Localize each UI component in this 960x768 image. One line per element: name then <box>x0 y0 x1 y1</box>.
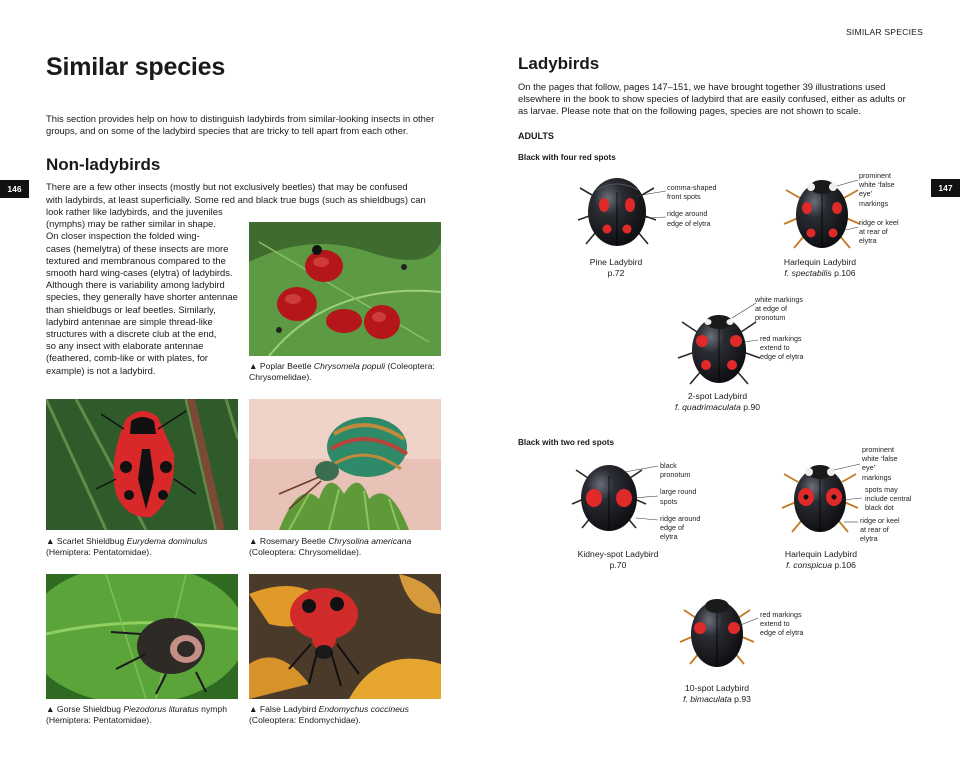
group-heading-four-spots: Black with four red spots <box>518 153 616 162</box>
annotation-line: white ‘false <box>859 180 895 190</box>
body-line: species, they generally have shorter antennae <box>46 291 238 303</box>
body-line: with ladybirds, at least superficially. Some red and black true bugs (such as shieldbugs) can <box>46 193 426 205</box>
pine-annotations <box>667 183 717 228</box>
annotation-line: front spots <box>667 192 701 202</box>
caption-two-spot: 2-spot Ladybird f. quadrimaculata p.90 <box>674 391 761 412</box>
body-line: smooth hard wing-cases (elytra) of ladybirds. <box>46 267 233 279</box>
annotation-line: eye’ <box>862 463 876 473</box>
section-heading-nonladybirds: Non-ladybirds <box>46 155 161 174</box>
body-line: On closer inspection the folded wing- <box>46 230 200 242</box>
caption-kidney-spot: Kidney-spot Ladybird p.70 <box>577 549 659 570</box>
body-line: cases (hemelytra) of these insects are more <box>46 242 229 254</box>
harlequin-spectabilis-illustration <box>784 180 860 248</box>
body-line: (nymphs) may be rather similar in shape. <box>46 218 216 230</box>
caption-scarlet-shieldbug: ▲ Scarlet Shieldbug Eurydema dominulus (Hemiptera: Pentatomidae). <box>46 536 208 557</box>
annotation-line: at edge of <box>755 304 787 314</box>
harlequin-conspicua-dot-annotation <box>865 485 911 513</box>
annotation-line: spots <box>660 496 678 506</box>
intro-paragraph: This section provides help on how to distinguish ladybirds from similar-looking insects in other groups, and on some of the ladybird species that are tricky to tell apart from each other. <box>46 113 435 137</box>
section-heading-ladybirds: Ladybirds <box>518 54 600 73</box>
annotation-line: elytra <box>860 534 878 544</box>
body-line: Although there is variability among ladybird <box>46 279 225 291</box>
annotation-line: large round <box>660 487 697 497</box>
annotation-line: pronotum <box>660 470 691 480</box>
photo-rosemary-beetle <box>249 399 441 530</box>
annotation-line: markings <box>859 198 889 208</box>
body-line: textured and membranous compared to the <box>46 254 226 266</box>
annotation-line: ridge around <box>667 209 708 219</box>
annotation-line: prominent <box>859 171 891 180</box>
two-spot-quadrimaculata-illustration <box>678 315 760 384</box>
photo-poplar-beetle <box>249 222 441 356</box>
body-line: example) is not a ladybird. <box>46 364 156 376</box>
caption-pine-ladybird: Pine Ladybird p.72 <box>589 257 643 278</box>
page-number-right: 147 <box>931 179 960 197</box>
group-heading-two-spots: Black with two red spots <box>518 438 614 447</box>
caption-poplar-beetle: ▲ Poplar Beetle Chrysomela populi (Coleoptera: Chrysomelidae). <box>249 361 435 382</box>
annotation-line: white markings <box>755 295 803 304</box>
harlequin-conspicua-keel-annotation <box>860 516 900 544</box>
kidney-spot-annotations <box>660 461 700 541</box>
body-line: (feathered, comb-like or with plates, for <box>46 352 209 364</box>
caption-harlequin-conspicua: Harlequin Ladybird f. conspicua p.106 <box>784 549 858 570</box>
adults-heading: ADULTS <box>518 131 554 141</box>
photo-false-ladybird <box>249 574 441 699</box>
ten-spot-annotation <box>760 610 804 638</box>
page-number-left: 146 <box>0 180 29 198</box>
photo-gorse-shieldbug <box>46 574 238 699</box>
intro-line: as larvae. Please note that on the following pages, species are not shown to scale. <box>518 105 861 117</box>
annotation-line: edge of <box>660 523 684 533</box>
body-line: ladybird antennae are simple thread-like <box>46 315 213 327</box>
caption-harlequin-spectabilis: Harlequin Ladybird f. spectabilis p.106 <box>783 257 857 278</box>
annotation-line: extend to <box>760 619 790 629</box>
annotation-line: spots may <box>865 485 898 494</box>
harlequin-spectabilis-keel-annotation <box>859 218 899 246</box>
annotation-line: edge of elytra <box>667 218 711 228</box>
two-spot-white-annotation <box>755 295 803 323</box>
body-paragraph <box>46 206 251 377</box>
annotation-line: white ‘false <box>862 454 898 464</box>
intro-line: On the pages that follow, pages 147–151, we have brought together 39 illustrations used <box>518 81 886 92</box>
annotation-line: include central <box>865 494 912 504</box>
two-spot-red-annotation <box>760 334 804 362</box>
caption-false-ladybird: ▲ False Ladybird Endomychus coccineus (Coleoptera: Endomychidae). <box>249 704 409 725</box>
body-line: than shieldbugs or leaf beetles. Similarly, <box>46 303 216 315</box>
annotation-line: ridge or keel <box>859 218 899 227</box>
annotation-line: red markings <box>760 334 802 343</box>
annotation-line: markings <box>862 472 892 482</box>
intro-line: elsewhere in the book to show species of ladybird that are easily confused, either as adults or <box>518 93 906 105</box>
annotation-line: extend to <box>760 343 790 353</box>
annotation-line: elytra <box>660 532 678 542</box>
ladybirds-intro <box>518 81 918 118</box>
body-line: look rather like ladybirds, and the juveniles <box>46 206 223 217</box>
annotation-line: eye’ <box>859 189 873 199</box>
body-line: There are a few other insects (mostly but not exclusively beetles) that may be confused <box>46 181 408 192</box>
page-title: Similar species <box>46 53 226 81</box>
caption-rosemary-beetle: ▲ Rosemary Beetle Chrysolina americana (Coleoptera: Chrysomelidae). <box>249 536 412 557</box>
harlequin-conspicua-eye-annotation <box>862 445 898 482</box>
annotation-line: ridge or keel <box>860 516 900 525</box>
annotation-line: comma-shaped <box>667 183 717 192</box>
body-line: so any insect with elaborate antennae <box>46 340 204 352</box>
caption-ten-spot: 10-spot Ladybird f. bimaculata p.93 <box>683 683 751 704</box>
annotation-line: elytra <box>859 236 877 246</box>
caption-gorse-shieldbug: ▲ Gorse Shieldbug Piezodorus lituratus nymph (Hemiptera: Pentatomidae). <box>46 704 227 725</box>
ten-spot-bimaculata-illustration <box>680 599 754 667</box>
annotation-line: edge of elytra <box>760 628 804 638</box>
pine-ladybird-illustration <box>578 178 656 246</box>
photo-scarlet-shieldbug <box>46 399 238 530</box>
annotation-line: edge of elytra <box>760 352 804 362</box>
harlequin-spectabilis-eye-annotation <box>859 171 895 208</box>
running-header: SIMILAR SPECIES <box>846 27 924 37</box>
annotation-line: at rear of <box>859 227 888 237</box>
annotation-line: black dot <box>865 503 894 513</box>
annotation-line: ridge around <box>660 513 701 523</box>
annotation-line: at rear of <box>860 525 889 535</box>
body-line: structures with a discrete club at the end, <box>46 328 217 340</box>
annotation-line: red markings <box>760 610 802 619</box>
annotation-line: pronotum <box>755 313 786 323</box>
annotation-line: prominent <box>862 445 894 454</box>
annotation-line: black <box>660 461 677 470</box>
